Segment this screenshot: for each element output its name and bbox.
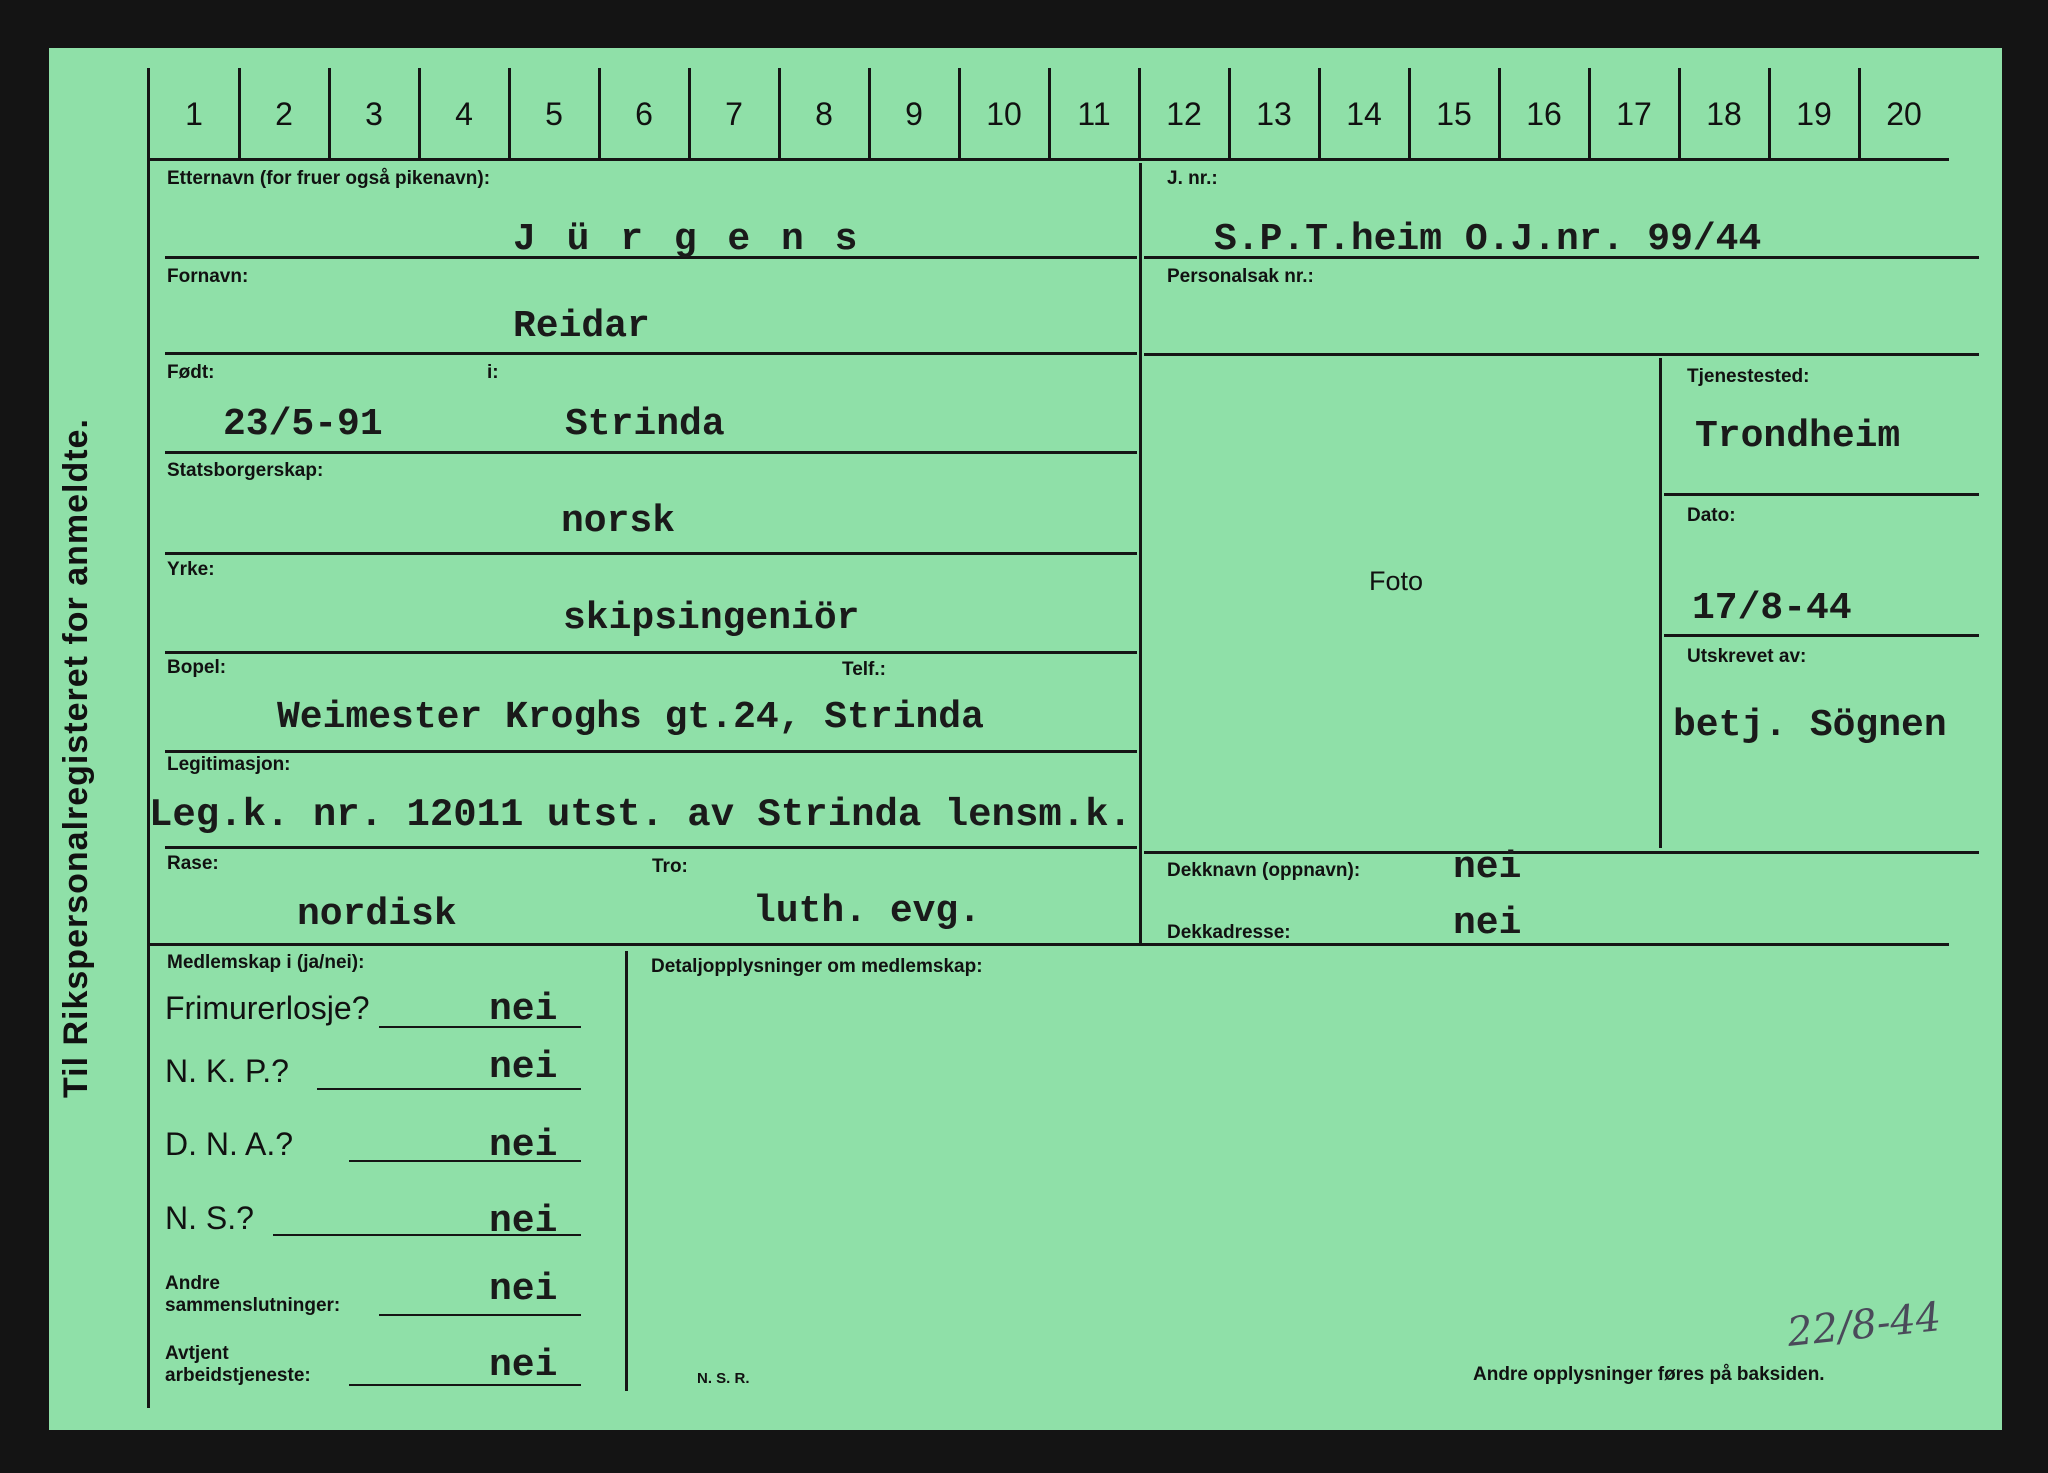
membership-value-nkp: nei — [489, 1046, 558, 1089]
value-jnr: S.P.T.heim O.J.nr. 99/44 — [1214, 218, 1762, 261]
membership-label-avtjent-line2: arbeidstjeneste: — [165, 1365, 311, 1386]
membership-value-frimurer: nei — [489, 988, 558, 1031]
rule-foto-bottom — [1144, 851, 1979, 854]
value-bopel: Weimester Kroghs gt.24, Strinda — [277, 696, 984, 739]
registry-card — [49, 48, 2002, 1430]
column-number: 7 — [725, 96, 743, 132]
rule-yrke — [165, 651, 1137, 654]
column-number: 18 — [1706, 96, 1742, 132]
value-fornavn: Reidar — [513, 305, 650, 348]
value-tro: luth. evg. — [753, 890, 982, 933]
column-separator — [238, 68, 241, 160]
column-number: 1 — [185, 96, 203, 132]
label-detaljer: Detaljopplysninger om medlemskap: — [651, 956, 983, 977]
column-separator — [778, 68, 781, 160]
value-yrke: skipsingeniör — [563, 597, 860, 640]
value-fodested: Strinda — [565, 403, 725, 446]
value-tjenestested: Trondheim — [1695, 415, 1901, 458]
column-number: 10 — [986, 96, 1022, 132]
column-number: 8 — [815, 96, 833, 132]
column-number: 17 — [1616, 96, 1652, 132]
column-number: 9 — [905, 96, 923, 132]
column-number: 3 — [365, 96, 383, 132]
value-statsborgerskap: norsk — [561, 500, 676, 543]
membership-label-dna: D. N. A.? — [165, 1126, 294, 1162]
column-number: 19 — [1796, 96, 1832, 132]
membership-label-andre — [165, 1273, 340, 1317]
membership-label-frimurer: Frimurerlosje? — [165, 990, 370, 1026]
label-yrke: Yrke: — [167, 559, 215, 580]
label-fodt: Født: — [167, 362, 215, 383]
rule-membership-top — [149, 943, 1949, 946]
label-statsborgerskap: Statsborgerskap: — [167, 460, 324, 481]
membership-label-ns: N. S.? — [165, 1200, 254, 1236]
column-number: 20 — [1886, 96, 1922, 132]
column-separator — [598, 68, 601, 160]
column-number: 13 — [1256, 96, 1292, 132]
rule-tjenestested — [1664, 493, 1979, 496]
service-divider — [1659, 358, 1662, 848]
membership-value-avtjent: nei — [489, 1344, 558, 1387]
value-utskrevet: betj. Sögnen — [1673, 704, 1947, 747]
value-dekknavn: nei — [1453, 846, 1522, 889]
left-border — [147, 68, 150, 1408]
value-etternavn: J ü r g e n s — [513, 218, 862, 261]
nsr-mark: N. S. R. — [697, 1370, 750, 1387]
column-separator — [1858, 68, 1861, 160]
rule-fodt — [165, 451, 1137, 454]
membership-label-nkp: N. K. P.? — [165, 1053, 289, 1089]
handwritten-date: 22/8-44 — [1785, 1294, 1944, 1356]
column-number: 16 — [1526, 96, 1562, 132]
column-separator — [1588, 68, 1591, 160]
column-separator — [328, 68, 331, 160]
membership-divider — [625, 951, 628, 1391]
label-bopel: Bopel: — [167, 657, 227, 678]
column-separator — [1048, 68, 1051, 160]
rule-legitimasjon — [165, 846, 1137, 849]
membership-label-andre-line2: sammenslutninger: — [165, 1295, 341, 1316]
rule-dato — [1664, 634, 1979, 637]
side-text: Til Rikspersonalregisteret for anmeldte. — [57, 418, 95, 1098]
value-rase: nordisk — [297, 893, 457, 936]
rule-fornavn — [165, 352, 1137, 355]
label-rase: Rase: — [167, 853, 219, 874]
label-dekkadresse: Dekkadresse: — [1167, 922, 1291, 943]
value-legitimasjon: Leg.k. nr. 12011 utst. av Strinda lensm.k. — [149, 793, 1132, 837]
membership-value-andre: nei — [489, 1268, 558, 1311]
column-number: 12 — [1166, 96, 1202, 132]
column-separator — [1498, 68, 1501, 160]
label-medlemskap: Medlemskap i (ja/nei): — [167, 952, 365, 973]
membership-value-ns: nei — [489, 1200, 558, 1243]
value-dato: 17/8-44 — [1692, 587, 1852, 630]
column-separator — [1138, 68, 1141, 160]
rule-statsborgerskap — [165, 552, 1137, 555]
label-fornavn: Fornavn: — [167, 266, 249, 287]
label-legitimasjon: Legitimasjon: — [167, 754, 291, 775]
column-number: 6 — [635, 96, 653, 132]
label-tjenestested: Tjenestested: — [1687, 366, 1810, 387]
column-number: 15 — [1436, 96, 1472, 132]
photo-placeholder: Foto — [1369, 566, 1424, 596]
middle-divider — [1139, 163, 1142, 943]
membership-label-avtjent-line1: Avtjent — [165, 1343, 229, 1364]
column-separator — [868, 68, 871, 160]
column-number: 11 — [1077, 96, 1111, 132]
column-separator — [1318, 68, 1321, 160]
label-etternavn: Etternavn (for fruer også pikenavn): — [167, 168, 491, 189]
label-telf: Telf.: — [842, 659, 886, 680]
column-number: 2 — [275, 96, 293, 132]
column-number: 5 — [545, 96, 563, 132]
label-tro: Tro: — [652, 856, 688, 877]
column-separator — [1408, 68, 1411, 160]
value-fodt: 23/5-91 — [223, 403, 383, 446]
label-utskrevet: Utskrevet av: — [1687, 646, 1807, 667]
label-i: i: — [487, 362, 499, 383]
footer-note: Andre opplysninger føres på baksiden. — [1473, 1364, 1825, 1385]
membership-line-andre — [379, 1314, 581, 1316]
column-separator — [1228, 68, 1231, 160]
column-separator — [1768, 68, 1771, 160]
label-jnr: J. nr.: — [1167, 168, 1218, 189]
header-bottom-line — [149, 158, 1949, 161]
column-separator — [418, 68, 421, 160]
column-separator — [958, 68, 961, 160]
label-personalsak: Personalsak nr.: — [1167, 266, 1314, 287]
column-number: 4 — [455, 96, 473, 132]
membership-label-andre-line1: Andre — [165, 1273, 220, 1294]
column-separator — [688, 68, 691, 160]
column-separator — [508, 68, 511, 160]
column-number: 14 — [1346, 96, 1382, 132]
label-dato: Dato: — [1687, 505, 1736, 526]
column-separator — [1678, 68, 1681, 160]
value-dekkadresse: nei — [1453, 902, 1522, 945]
membership-value-dna: nei — [489, 1124, 558, 1167]
rule-bopel — [165, 750, 1137, 753]
rule-personalsak — [1144, 353, 1979, 356]
label-dekknavn: Dekknavn (oppnavn): — [1167, 860, 1361, 881]
membership-label-avtjent — [165, 1343, 311, 1387]
